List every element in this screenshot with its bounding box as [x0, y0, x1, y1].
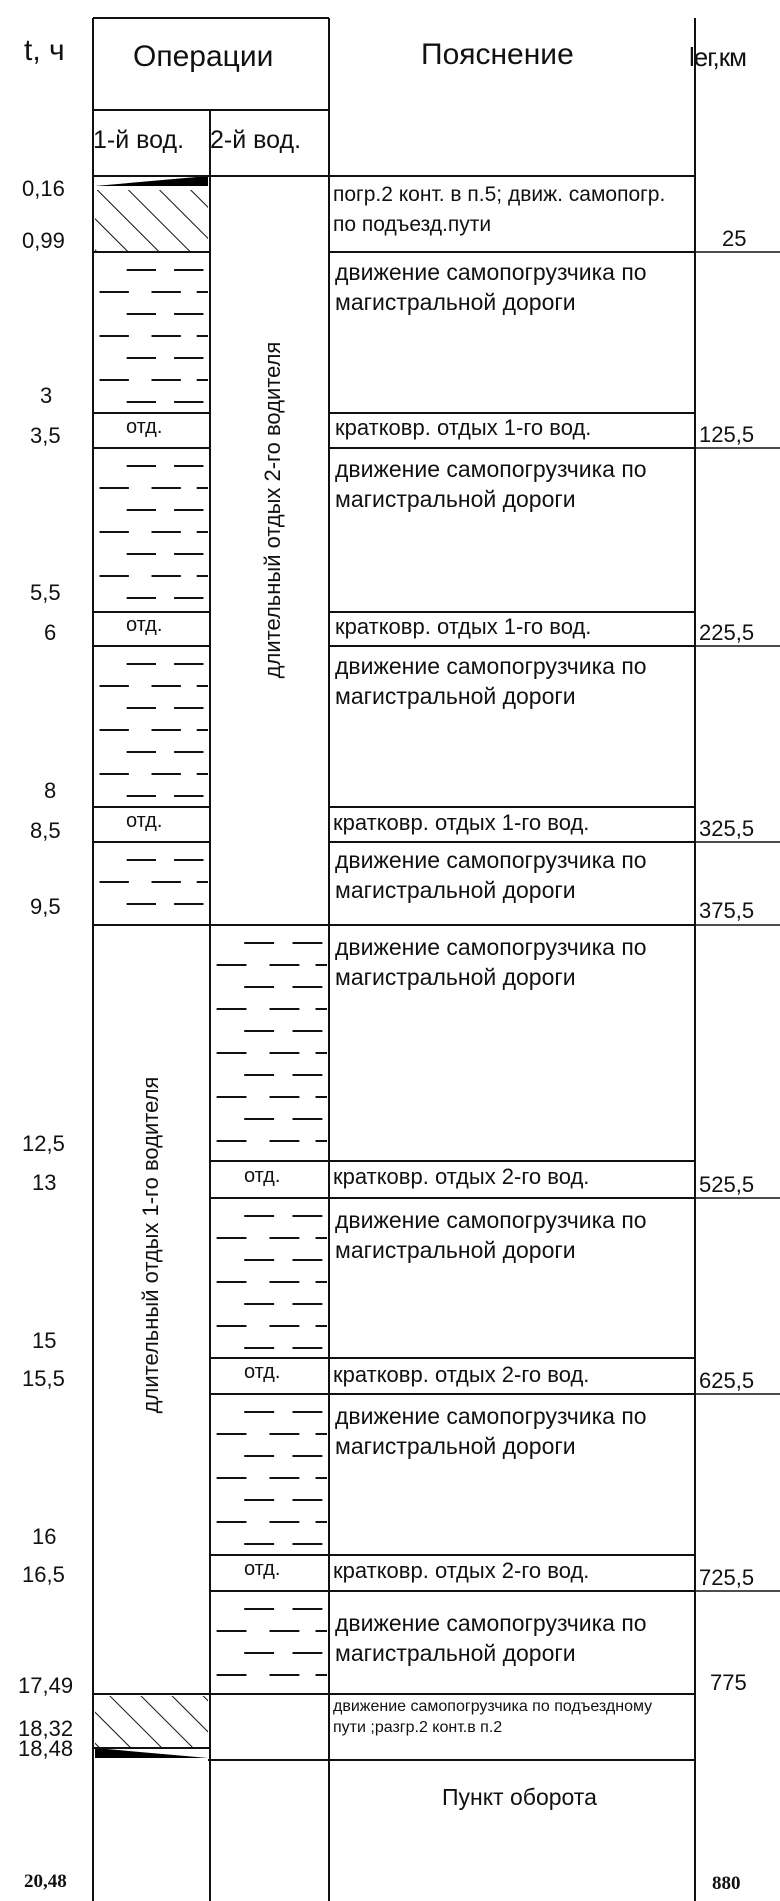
time-label: 20,48: [24, 1871, 67, 1892]
time-label: 8: [44, 778, 57, 803]
driver1-header: 1-й вод.: [93, 126, 185, 154]
time-label: 13: [32, 1170, 57, 1195]
rest-label-driver1: отд.: [126, 416, 163, 438]
time-label: 18,32: [18, 1716, 74, 1741]
time-label: 6: [44, 620, 57, 645]
distance-value: 325,5: [699, 816, 755, 841]
time-label: 12,5: [22, 1131, 65, 1156]
driving-dash-patterns: [100, 270, 327, 1675]
distance-column-header: lег,км: [689, 42, 747, 72]
time-label: 15: [32, 1328, 57, 1353]
time-label: 3: [40, 383, 53, 408]
loading-wedge: [95, 176, 208, 186]
time-label: 3,5: [30, 423, 61, 448]
unloading-wedge: [95, 1748, 208, 1758]
time-label: 0,16: [22, 176, 65, 201]
explanation-short-rest-1: кратковр. отдых 1-го вод.: [333, 810, 590, 835]
loading-hatch: [95, 190, 208, 252]
explanation-short-rest-1: кратковр. отдых 1-го вод.: [335, 614, 592, 639]
explanation-turnaround: Пункт оборота: [442, 1784, 597, 1810]
time-label: 0,99: [22, 228, 65, 253]
explanation-drive: движение самопогрузчика по магистральной дороги: [335, 1610, 647, 1666]
time-label: 17,49: [18, 1673, 74, 1698]
explanation-short-rest-2: кратковр. отдых 2-го вод.: [333, 1362, 590, 1387]
explanation-column-header: Пояснение: [421, 38, 574, 71]
explanation-drive: движение самопогрузчика по магистральной дороги: [335, 653, 647, 709]
explanation-drive: движение самопогрузчика по магистральной дороги: [335, 847, 647, 903]
long-rest-driver2-label: длительный отдых 2-го водителя: [260, 341, 285, 679]
explanation-drive-unload: движение самопогрузчика по подъездному пути ;разгр.2 конт.в п.2: [333, 1698, 653, 1736]
time-label: 8,5: [30, 818, 61, 843]
distance-value: 525,5: [699, 1172, 755, 1197]
unloading-hatch: [95, 1696, 208, 1748]
operations-column-header: Операции: [133, 40, 274, 73]
distance-value: 775: [710, 1670, 747, 1695]
explanation-drive: движение самопогрузчика по магистральной дороги: [335, 456, 647, 512]
time-label: 15,5: [22, 1366, 65, 1391]
explanation-short-rest-1: кратковр. отдых 1-го вод.: [335, 415, 592, 440]
rest-label-driver1: отд.: [126, 614, 163, 636]
distance-value: 125,5: [699, 422, 755, 447]
explanation-short-rest-2: кратковр. отдых 2-го вод.: [333, 1164, 590, 1189]
distance-value: 725,5: [699, 1565, 755, 1590]
rest-label-driver2: отд.: [244, 1361, 281, 1383]
rest-label-driver2: отд.: [244, 1165, 281, 1187]
time-column-header: t, ч: [24, 34, 65, 67]
explanation-short-rest-2: кратковр. отдых 2-го вод.: [333, 1558, 590, 1583]
time-label: 5,5: [30, 580, 61, 605]
long-rest-driver1-label: длительный отдых 1-го водителя: [138, 1076, 163, 1414]
explanation-load: погр.2 конт. в п.5; движ. самопогр. по подъезд.пути: [333, 183, 666, 237]
explanation-drive: движение самопогрузчика по магистральной дороги: [335, 1403, 647, 1459]
explanation-drive: движение самопогрузчика по магистральной дороги: [335, 1207, 647, 1263]
distance-value: 625,5: [699, 1368, 755, 1393]
distance-value: 225,5: [699, 620, 755, 645]
time-label: 16,5: [22, 1562, 65, 1587]
driver2-header: 2-й вод.: [210, 126, 302, 154]
explanation-drive: движение самопогрузчика по магистральной дороги: [335, 259, 647, 315]
distance-value: 880: [712, 1873, 741, 1894]
distance-value: 25: [722, 226, 747, 251]
time-label: 18,48: [18, 1736, 74, 1761]
explanation-drive: движение самопогрузчика по магистральной дороги: [335, 934, 647, 990]
time-label: 16: [32, 1524, 57, 1549]
rest-label-driver2: отд.: [244, 1558, 281, 1580]
distance-value: 375,5: [699, 898, 755, 923]
time-label: 9,5: [30, 894, 61, 919]
rest-label-driver1: отд.: [126, 810, 163, 832]
